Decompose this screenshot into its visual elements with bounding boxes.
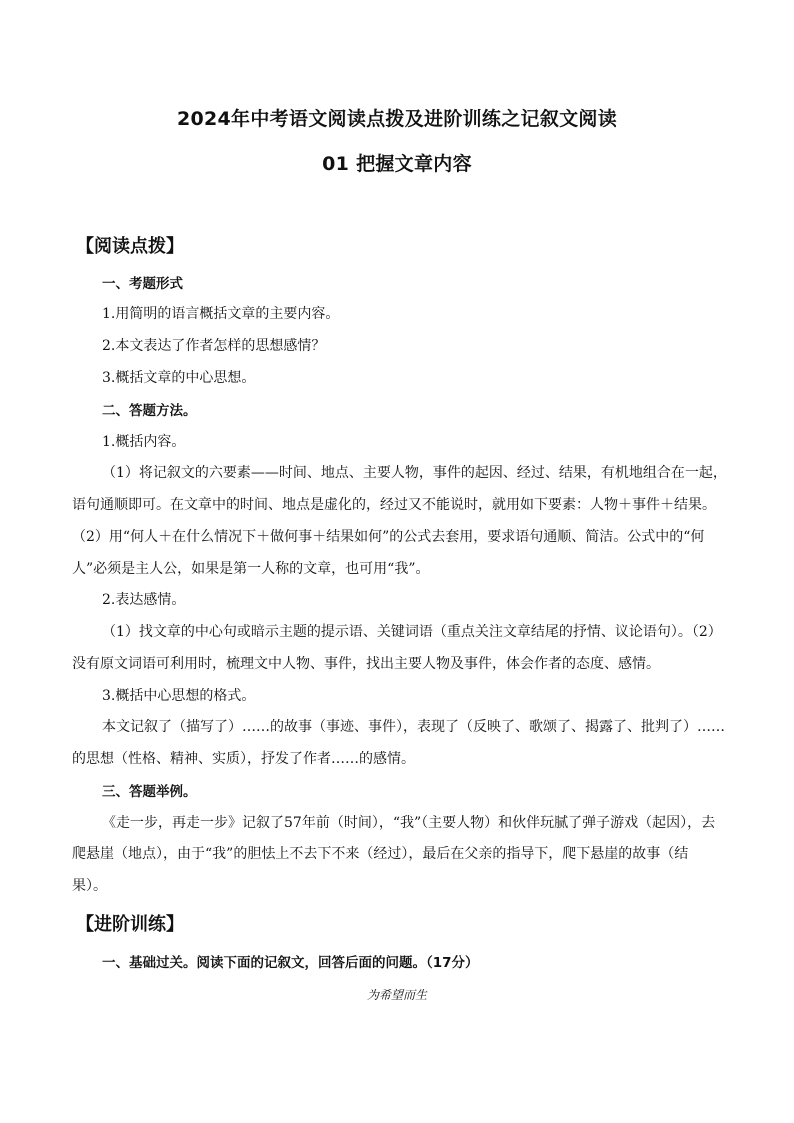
document-subtitle: 01 把握文章内容 [322, 153, 472, 175]
question-form-item: 1.用简明的语言概括文章的主要内容。 [102, 306, 340, 322]
training-task: 一、基础过关。阅读下面的记叙文，回答后面的问题。（17分） [102, 955, 479, 971]
method-paragraph-line: 本文记叙了（描写了）……的故事（事迹、事件），表现了（反映了、歌颂了、揭露了、批判了）…… [102, 719, 725, 735]
method-paragraph-line: （1）找文章的中心句或暗示主题的提示语、关键词语（重点关注文章结尾的抒情、议论语句）。（2） [102, 624, 722, 640]
method-paragraph-line: 没有原文词语可利用时，梳理文中人物、事件，找出主要人物及事件，体会作者的态度、感情。 [72, 656, 660, 672]
method-paragraph-line: 人”必须是主人公，如果是第一人称的文章，也可用“我”。 [72, 561, 430, 577]
part1-heading: 一、考题形式 [102, 276, 183, 292]
part2-heading: 二、答题方法。 [102, 403, 197, 419]
method-title: 1.概括内容。 [102, 434, 186, 450]
article-title: 为希望而生 [366, 988, 427, 1002]
method-title: 3.概括中心思想的格式。 [102, 688, 256, 704]
part3-heading: 三、答题举例。 [102, 784, 197, 800]
method-title: 2.表达感情。 [102, 592, 186, 608]
method-paragraph-line: （2）用“何人＋在什么情况下＋做何事＋结果如何”的公式去套用，要求语句通顺、简洁。公式中的“何 [72, 529, 705, 545]
question-form-item: 2.本文表达了作者怎样的思想感情？ [102, 338, 326, 354]
method-paragraph-line: 的思想（性格、精神、实质），抒发了作者……的感情。 [72, 751, 415, 767]
method-paragraph-line: （1）将记叙文的六要素——时间、地点、主要人物，事件的起因、经过、结果，有机地组合在一起， [102, 465, 727, 481]
section-heading-reading-guide: 【阅读点拨】 [76, 236, 184, 257]
section-heading-training: 【进阶训练】 [76, 914, 184, 935]
method-paragraph-line: 语句通顺即可。在文章中的时间、地点是虚化的，经过又不能说时，就用如下要素：人物＋事件＋结果。 [72, 497, 716, 513]
example-paragraph-line: 《走一步，再走一步》记叙了57年前（时间），“我”（主要人物）和伙伴玩腻了弹子游戏（起因），去 [102, 815, 716, 831]
example-paragraph-line: 果）。 [72, 878, 107, 894]
question-form-item: 3.概括文章的中心思想。 [102, 370, 256, 386]
example-paragraph-line: 爬悬崖（地点），由于“我”的胆怯上不去下不来（经过），最后在父亲的指导下，爬下悬崖的故事（结 [72, 846, 689, 862]
document-title: 2024年中考语文阅读点拨及进阶训练之记叙文阅读 [176, 108, 618, 130]
